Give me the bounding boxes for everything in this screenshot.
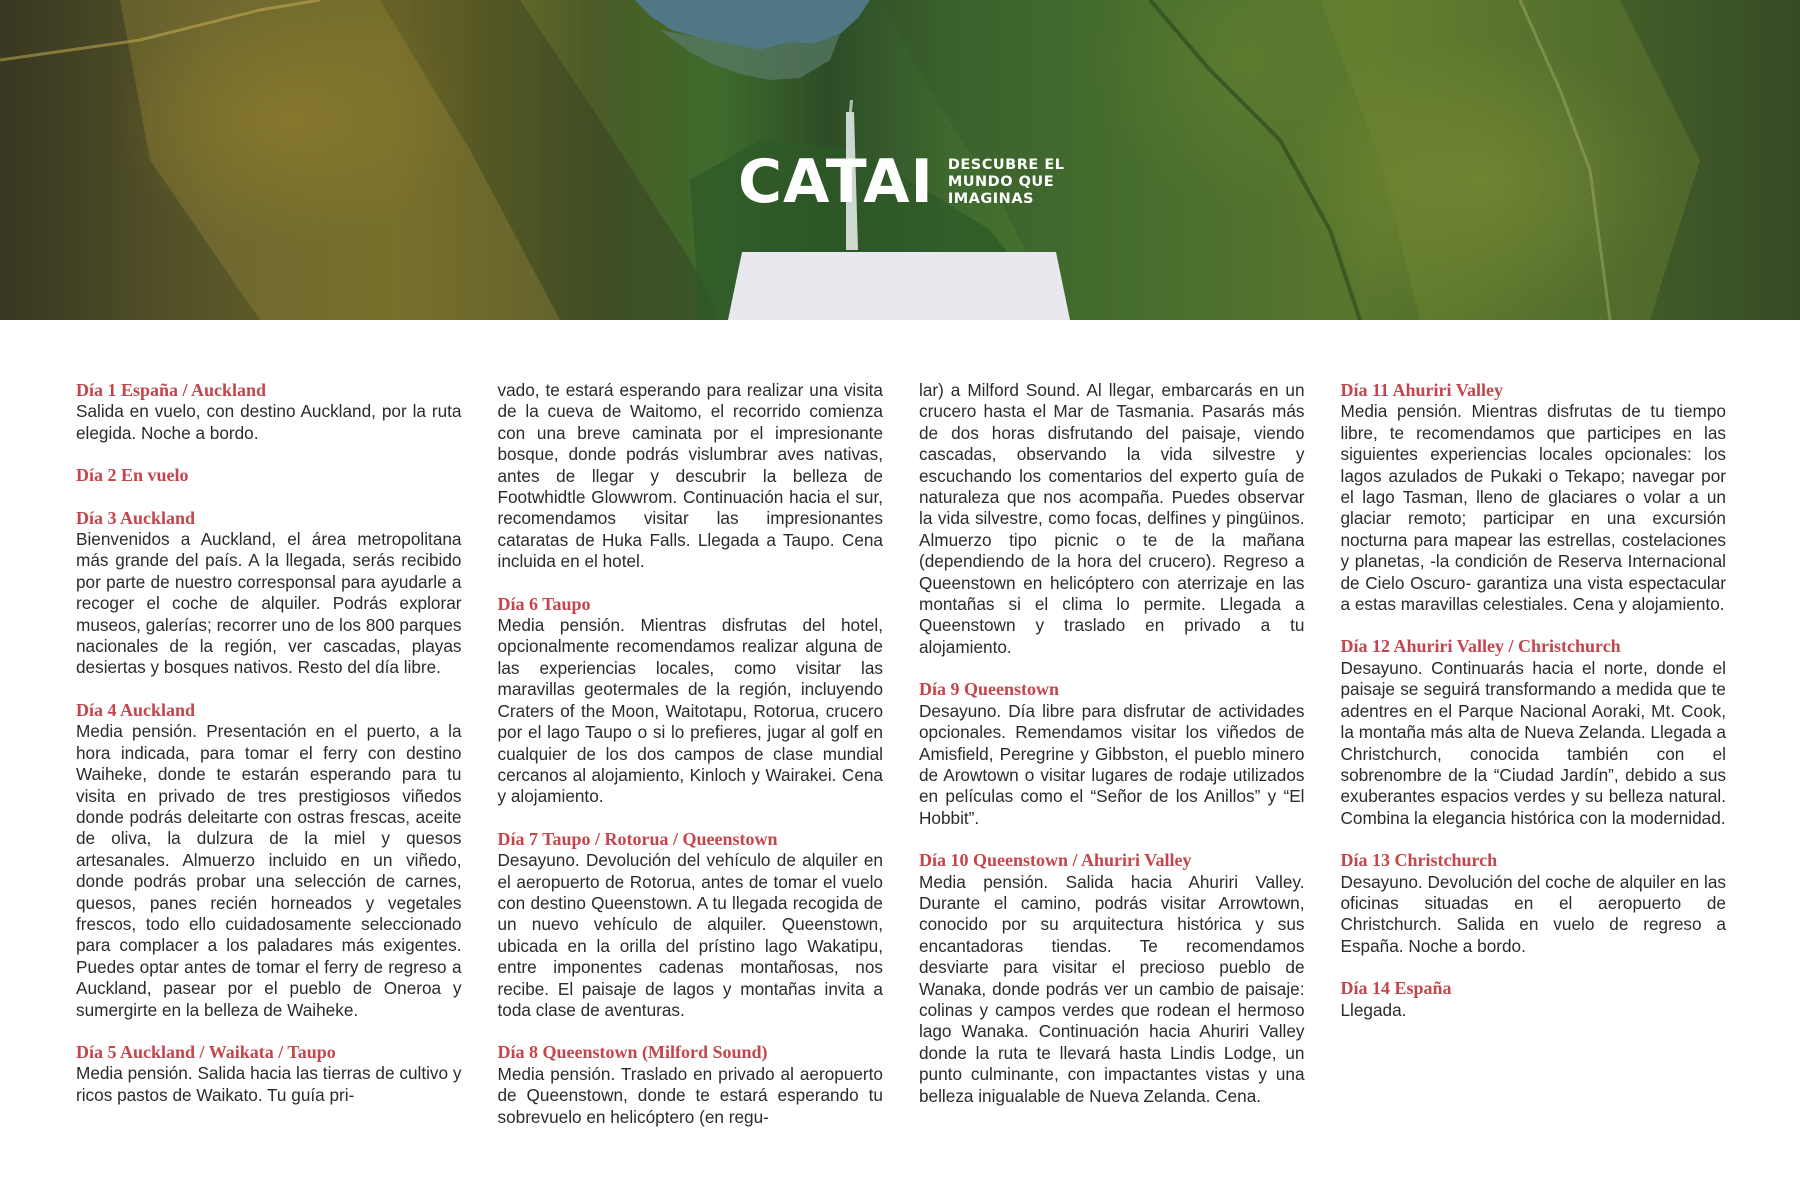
itinerary-column-4 xyxy=(1341,380,1727,1149)
day-description: Bienvenidos a Auckland, el área metropolitana más grande del país. A la llegada, serás recibido por parte de nuestro corresponsal para ayudarle a recoger el coche de alquiler. Podrás explorar museos, galerías; recorrer uno de los 800 parques nacionales de la región, ver cascadas, playas desiertas y bosques nativos. Resto del día libre. xyxy=(76,529,462,678)
itinerary-day xyxy=(498,380,884,573)
day-title: Día 6 Taupo xyxy=(497,593,591,614)
day-description: vado, te estará esperando para realizar una visita de la cueva de Waitomo, el recorrido comienza con una breve caminata por el impresionante bosque, donde podrás vislumbrar aves nativas, antes de llegar y descubrir la belleza de Footwhidtle Glowwrom. Continuación hacia el sur, recomendamos visitar las impresionantes cataratas de Huka Falls. Llegada a Taupo. Cena incluida en el hotel. xyxy=(497,380,883,572)
day-title: Día 1 España / Auckland xyxy=(76,380,267,400)
itinerary-column-1 xyxy=(76,380,462,1149)
itinerary-day xyxy=(1341,978,1727,1021)
day-title: Día 12 Ahuriri Valley / Christchurch xyxy=(1340,636,1621,657)
day-title: Día 11 Ahuriri Valley xyxy=(1340,380,1504,400)
brand-name: CATAI xyxy=(738,147,934,217)
tagline-line-1: DESCUBRE EL xyxy=(947,156,1065,173)
day-description: lar) a Milford Sound. Al llegar, embarcarás en un crucero hasta el Mar de Tasmania. Pasarás más de dos horas disfrutando del paisaje, viendo cascadas, observando la vida silvestre y escuchando los comentarios del experto guía de naturaleza que nos acompaña. Puedes observar la vida silvestre, como focas, delfines y pingüinos. Almuerzo tipo picnic o te de la mañana (dependiendo de la hora del crucero). Regreso a Queenstown en helicóptero con aterrizaje en las montañas si el clima lo permite. Llegada a Queenstown y traslado en privado a tu alojamiento. xyxy=(919,380,1305,657)
itinerary-column-2 xyxy=(498,380,884,1149)
day-description: Desayuno. Devolución del vehículo de alquiler en el aeropuerto de Rotorua, antes de tomar el vuelo con destino Queenstown. A tu llegada recogida de un nuevo vehículo de alquiler. Queenstown, ubicada en la orilla del prístino lago Wakatipu, entre imponentes cadenas montañosas, nos recibe. El paisaje de lagos y montañas invita a toda clase de aventuras. xyxy=(497,850,883,1020)
day-description: Media pensión. Traslado en privado al aeropuerto de Queenstown, donde te estará esperando tu sobrevuelo en helicóptero (en regu- xyxy=(497,1063,883,1127)
itinerary-day xyxy=(919,679,1305,829)
itinerary-day xyxy=(1341,850,1727,957)
brand-tagline xyxy=(948,157,1065,208)
day-title: Día 14 España xyxy=(1340,978,1452,999)
day-description: Media pensión. Salida hacia las tierras de cultivo y ricos pastos de Waikato. Tu guía pri- xyxy=(76,1063,462,1105)
itinerary-day xyxy=(498,1042,884,1128)
itinerary-day xyxy=(76,508,462,679)
day-description: Llegada. xyxy=(1340,999,1407,1020)
itinerary-day xyxy=(1341,636,1727,829)
day-title: Día 8 Queenstown (Milford Sound) xyxy=(497,1042,768,1063)
day-title: Día 9 Queenstown xyxy=(919,679,1060,700)
day-title: Día 13 Christchurch xyxy=(1340,850,1498,871)
day-title: Día 10 Queenstown / Ahuriri Valley xyxy=(919,850,1192,871)
day-description: Desayuno. Devolución del coche de alquiler en las oficinas situadas en el aeropuerto de Christchurch. Salida en vuelo de regreso a España. Noche a bordo. xyxy=(1340,871,1726,956)
catai-logo xyxy=(738,147,1065,217)
day-description: Media pensión. Presentación en el puerto, a la hora indicada, para tomar el ferry con destino Waiheke, donde te estarán esperando para tu visita en privado de tres prestigiosos viñedos donde podrás deleitarte con ostras frescas, aceite de oliva, la dulzura de la miel y quesos artesanales. Almuerzo incluido en un viñedo, donde podrás probar una selección de carnes, quesos, panes recién horneados y vegetales frescos, todo ello cuidadosamente seleccionado para complacer a los paladares más exigentes. Puedes optar antes de tomar el ferry de regreso a Auckland, pasear por el pueblo de Oneroa y sumergirte en la belleza de Waiheke. xyxy=(76,721,462,1020)
day-title: Día 5 Auckland / Waikata / Taupo xyxy=(76,1041,336,1062)
day-description: Desayuno. Día libre para disfrutar de actividades opcionales. Remendamos visitar los viñedos de Amisfield, Peregrine y Gibbston, el pueblo minero de Arowtown o visitar lugares de rodaje utilizados en películas como el “Señor de los Anillos” y “El Hobbit”. xyxy=(919,700,1305,828)
itinerary-day xyxy=(76,380,462,444)
itinerary-column-3 xyxy=(919,380,1305,1149)
tagline-line-3: IMAGINAS xyxy=(947,190,1034,207)
day-description: Media pensión. Mientras disfrutas del hotel, opcionalmente recomendamos realizar alguna de las experiencias locales, como visitar las maravillas geotermales de la región, incluyendo Craters of the Moon, Waitotapu, Rotorua, crucero por el lago Taupo o si lo prefieres, jugar al golf en cualquier de los dos campos de clase mundial cercanos al alojamiento, Kinloch y Wairakei. Cena y alojamiento. xyxy=(497,615,883,807)
day-title: Día 2 En vuelo xyxy=(76,465,189,486)
day-description: Media pensión. Salida hacia Ahuriri Valley. Durante el camino, podrás visitar Arrowtown, conocido por su arquitectura histórica y sus encantadoras tiendas. Te recomendamos desviarte para visitar el precioso pueblo de Wanaka, donde podrás ver un cambio de paisaje: colinas y campos verdes que rodean el hermoso lago Wanaka. Continuación hacia Ahuriri Valley donde la ruta te llevará hasta Lindis Lodge, un punto culminante, con impactantes vistas y una belleza inigualable de Nueva Zelanda. Cena. xyxy=(919,871,1305,1106)
itinerary-day xyxy=(1341,380,1727,615)
day-title: Día 4 Auckland xyxy=(76,699,196,720)
day-description: Salida en vuelo, con destino Auckland, por la ruta elegida. Noche a bordo. xyxy=(76,401,462,443)
day-title: Día 7 Taupo / Rotorua / Queenstown xyxy=(497,828,778,849)
itinerary-day xyxy=(76,465,462,486)
tagline-line-2: MUNDO QUE xyxy=(947,173,1055,190)
day-description: Desayuno. Continuarás hacia el norte, donde el paisaje se seguirá transformando a medida que te adentres en el Parque Nacional Aoraki, Mt. Cook, la montaña más alta de Nueva Zelanda. Llegada a Christchurch, conocida también con el sobrenombre de la “Ciudad Jardín”, debido a sus exuberantes espacios verdes y su belleza natural. Combina la elegancia histórica con la modernidad. xyxy=(1340,657,1726,828)
itinerary-content xyxy=(76,380,1726,1149)
itinerary-day xyxy=(76,1042,462,1106)
itinerary-day xyxy=(498,594,884,808)
day-description: Media pensión. Mientras disfrutas de tu tiempo libre, te recomendamos que participes en las siguientes experiencias locales opcionales: los lagos azulados de Pukaki o Tekapo; navegar por el lago Tasman, lleno de glaciares o volar a un glaciar remoto; participar en una excursión nocturna para mapear las estrellas, costelaciones y planetas, -la condición de Reserva Internacional de Cielo Oscuro- garantiza una vista espectacular a estas maravillas celestiales. Cena y alojamiento. xyxy=(1340,401,1726,615)
itinerary-day xyxy=(498,829,884,1022)
itinerary-day xyxy=(919,850,1305,1107)
day-title: Día 3 Auckland xyxy=(76,507,196,528)
itinerary-day xyxy=(919,380,1305,658)
hero-banner xyxy=(0,0,1800,320)
itinerary-day xyxy=(76,700,462,1021)
